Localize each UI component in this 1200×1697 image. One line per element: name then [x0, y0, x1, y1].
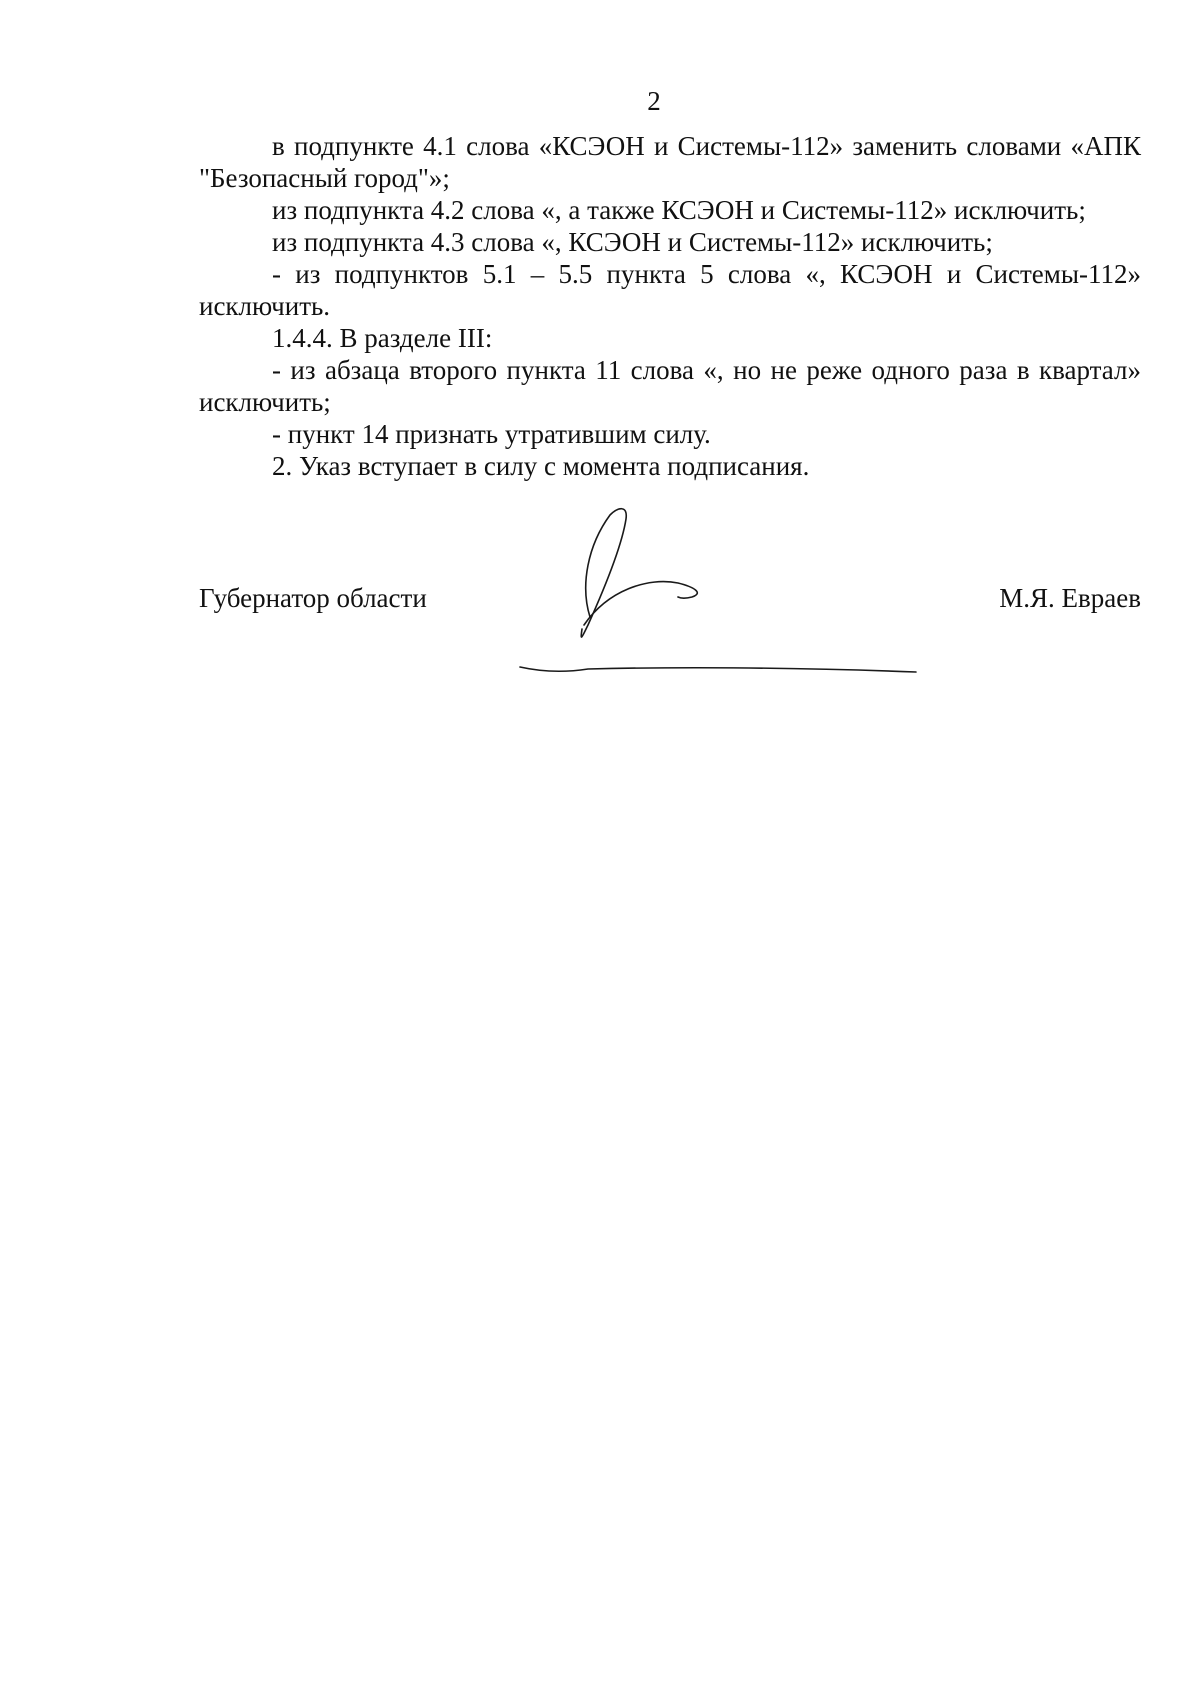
signature-base-stroke — [520, 667, 916, 672]
signatory-position: Губернатор области — [199, 583, 427, 613]
page-number: 2 — [647, 86, 661, 116]
paragraph-8: 2. Указ вступает в силу с момента подписания. — [272, 451, 810, 481]
signatory-name: М.Я. Евраев — [999, 583, 1141, 613]
paragraph-1: в подпункте 4.1 слова «КСЭОН и Системы-112» заменить словами «АПК "Безопасный город"»; — [199, 131, 1141, 193]
paragraph-5: 1.4.4. В разделе III: — [272, 323, 493, 353]
signature-loop-stroke — [581, 509, 626, 637]
signature-hook-stroke — [584, 582, 697, 625]
paragraph-3: из подпункта 4.3 слова «, КСЭОН и Системы-112» исключить; — [272, 227, 993, 257]
document-body — [199, 130, 1141, 482]
paragraph-4: - из подпунктов 5.1 – 5.5 пункта 5 слова «, КСЭОН и Системы-112» исключить. — [199, 259, 1141, 321]
handwritten-signature-icon — [518, 505, 918, 685]
paragraph-2: из подпункта 4.2 слова «, а также КСЭОН и Системы-112» исключить; — [272, 195, 1086, 225]
paragraph-7: - пункт 14 признать утратившим силу. — [272, 419, 711, 449]
paragraph-6: - из абзаца второго пункта 11 слова «, но не реже одного раза в квартал» исключить; — [199, 355, 1141, 417]
